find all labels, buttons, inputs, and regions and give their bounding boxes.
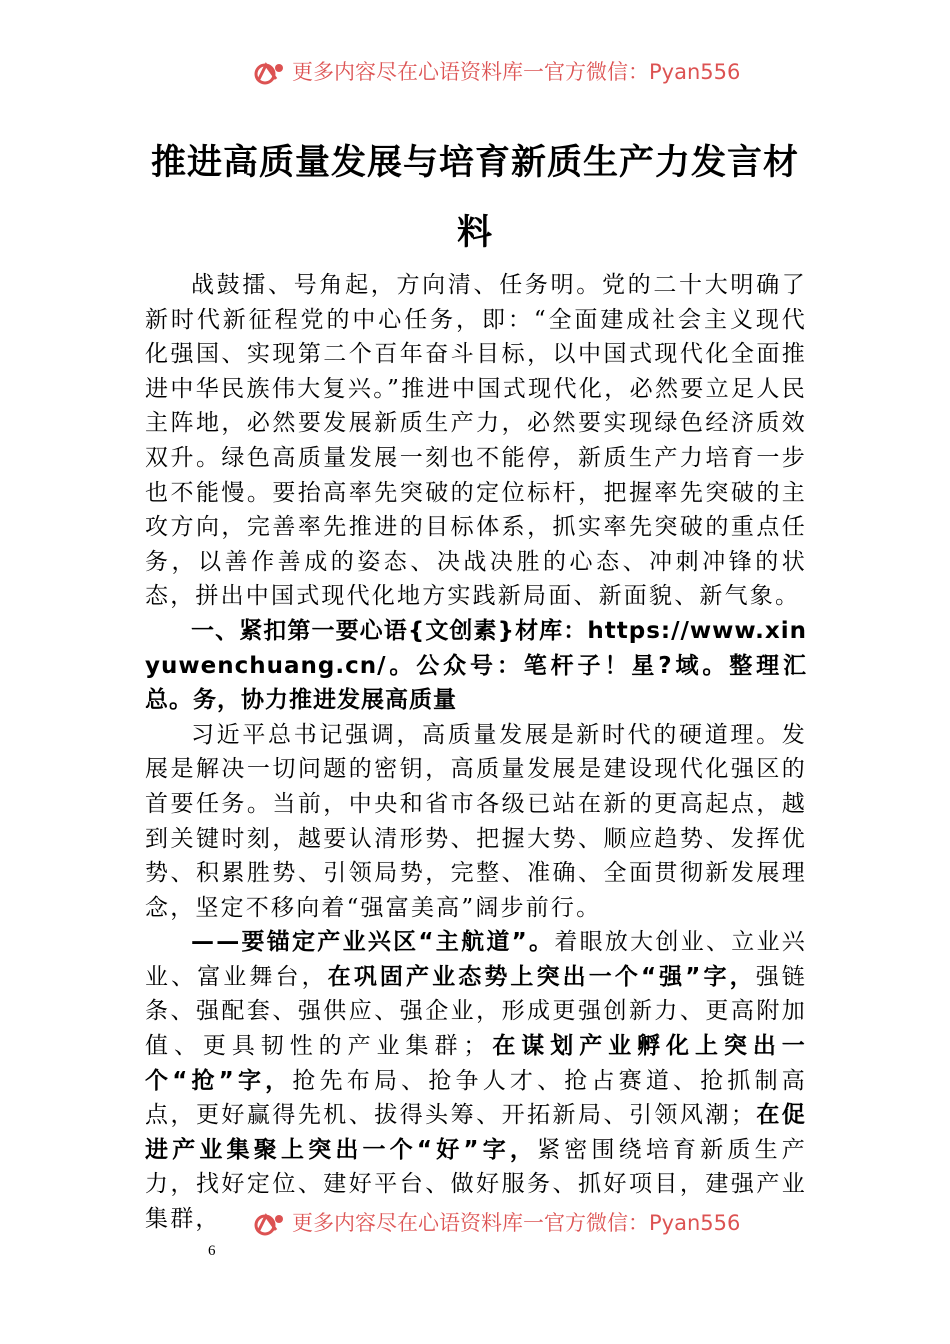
watermark-logo-icon xyxy=(252,59,286,87)
watermark-banner-top xyxy=(252,56,752,88)
page-number: 6 xyxy=(208,1243,216,1259)
p3-bold-4: 在促进产业集聚上突出一个“好”字， xyxy=(145,1102,807,1163)
watermark-banner-bottom xyxy=(252,1207,752,1239)
document-title-line1: 推进高质量发展与培育新质生产力发言材 xyxy=(150,142,799,183)
p3-bold-2: 在巩固产业态势上突出一个“强”字， xyxy=(327,963,756,990)
p3-text-2: 强链条、强配套、强供应、强企业，形成更强创新力、更高附加值、更具韧性的产业集群； xyxy=(145,963,807,1060)
document-body xyxy=(145,268,807,1237)
watermark-text: 更多内容尽在心语资料库一官方微信：Pyan556 xyxy=(292,60,741,84)
watermark-text: 更多内容尽在心语资料库一官方微信：Pyan556 xyxy=(292,1211,741,1235)
p3-bold-1: ——要锚定产业兴区“主航道”。 xyxy=(191,929,555,956)
p3-text-4: 紧密围绕培育新质生产力，找好定位、建好平台、做好服务、抓好项目，建强产业集群， xyxy=(145,1136,808,1233)
p3-text-3: 抢先布局、抢争人才、抢占赛道、抢抓制高点，更好赢得先机、拔得头筹、开拓新局、引领风潮； xyxy=(145,1067,807,1129)
document-title-line2: 料 xyxy=(456,212,493,253)
watermark-logo-icon xyxy=(252,1210,286,1238)
paragraph-intro: 战鼓擂、号角起，方向清、任务明。党的二十大明确了新时代新征程党的中心任务，即：“全面建成社会主义现代化强国、实现第二个百年奋斗目标，以中国式现代化全面推进中华民族伟大复兴。”推进中国式现代化，必然要立足人民主阵地，必然要发展新质生产力，必然要实现绿色经济质效双升。绿色高质量发展一刻也不能停，新质生产力培育一步也不能慢。要抬高率先突破的定位标杆，把握率先突破的主攻方向，完善率先推进的目标体系，抓实率先突破的重点任务，以善作善成的姿态、决战决胜的心态、冲刺冲锋的状态，拼出中国式现代化地方实践新局面、新面貌、新气象。 xyxy=(145,272,807,610)
p3-text-1: 着眼放大创业、立业兴业、富业舞台， xyxy=(145,929,808,990)
paragraph-3 xyxy=(145,925,807,1236)
section-heading-1: 一、紧扣第一要心语{文创素}材库：https://www.xinyuwenchuang.cn/。公众号：笔杆子！星?域。整理汇总。务，协力推进发展高质量 xyxy=(145,617,807,714)
p3-bold-3: 在谋划产业孵化上突出一个“抢”字， xyxy=(145,1033,808,1094)
paragraph-2: 习近平总书记强调，高质量发展是新时代的硬道理。发展是解决一切问题的密钥，高质量发展是建设现代化强区的首要任务。当前，中央和省市各级已站在新的更高起点，越到关键时刻，越要认清形势、把握大势、顺应趋势、发挥优势、积累胜势、引领局势，完整、准确、全面贯彻新发展理念，坚定不移向着“强富美高”阔步前行。 xyxy=(145,721,807,921)
